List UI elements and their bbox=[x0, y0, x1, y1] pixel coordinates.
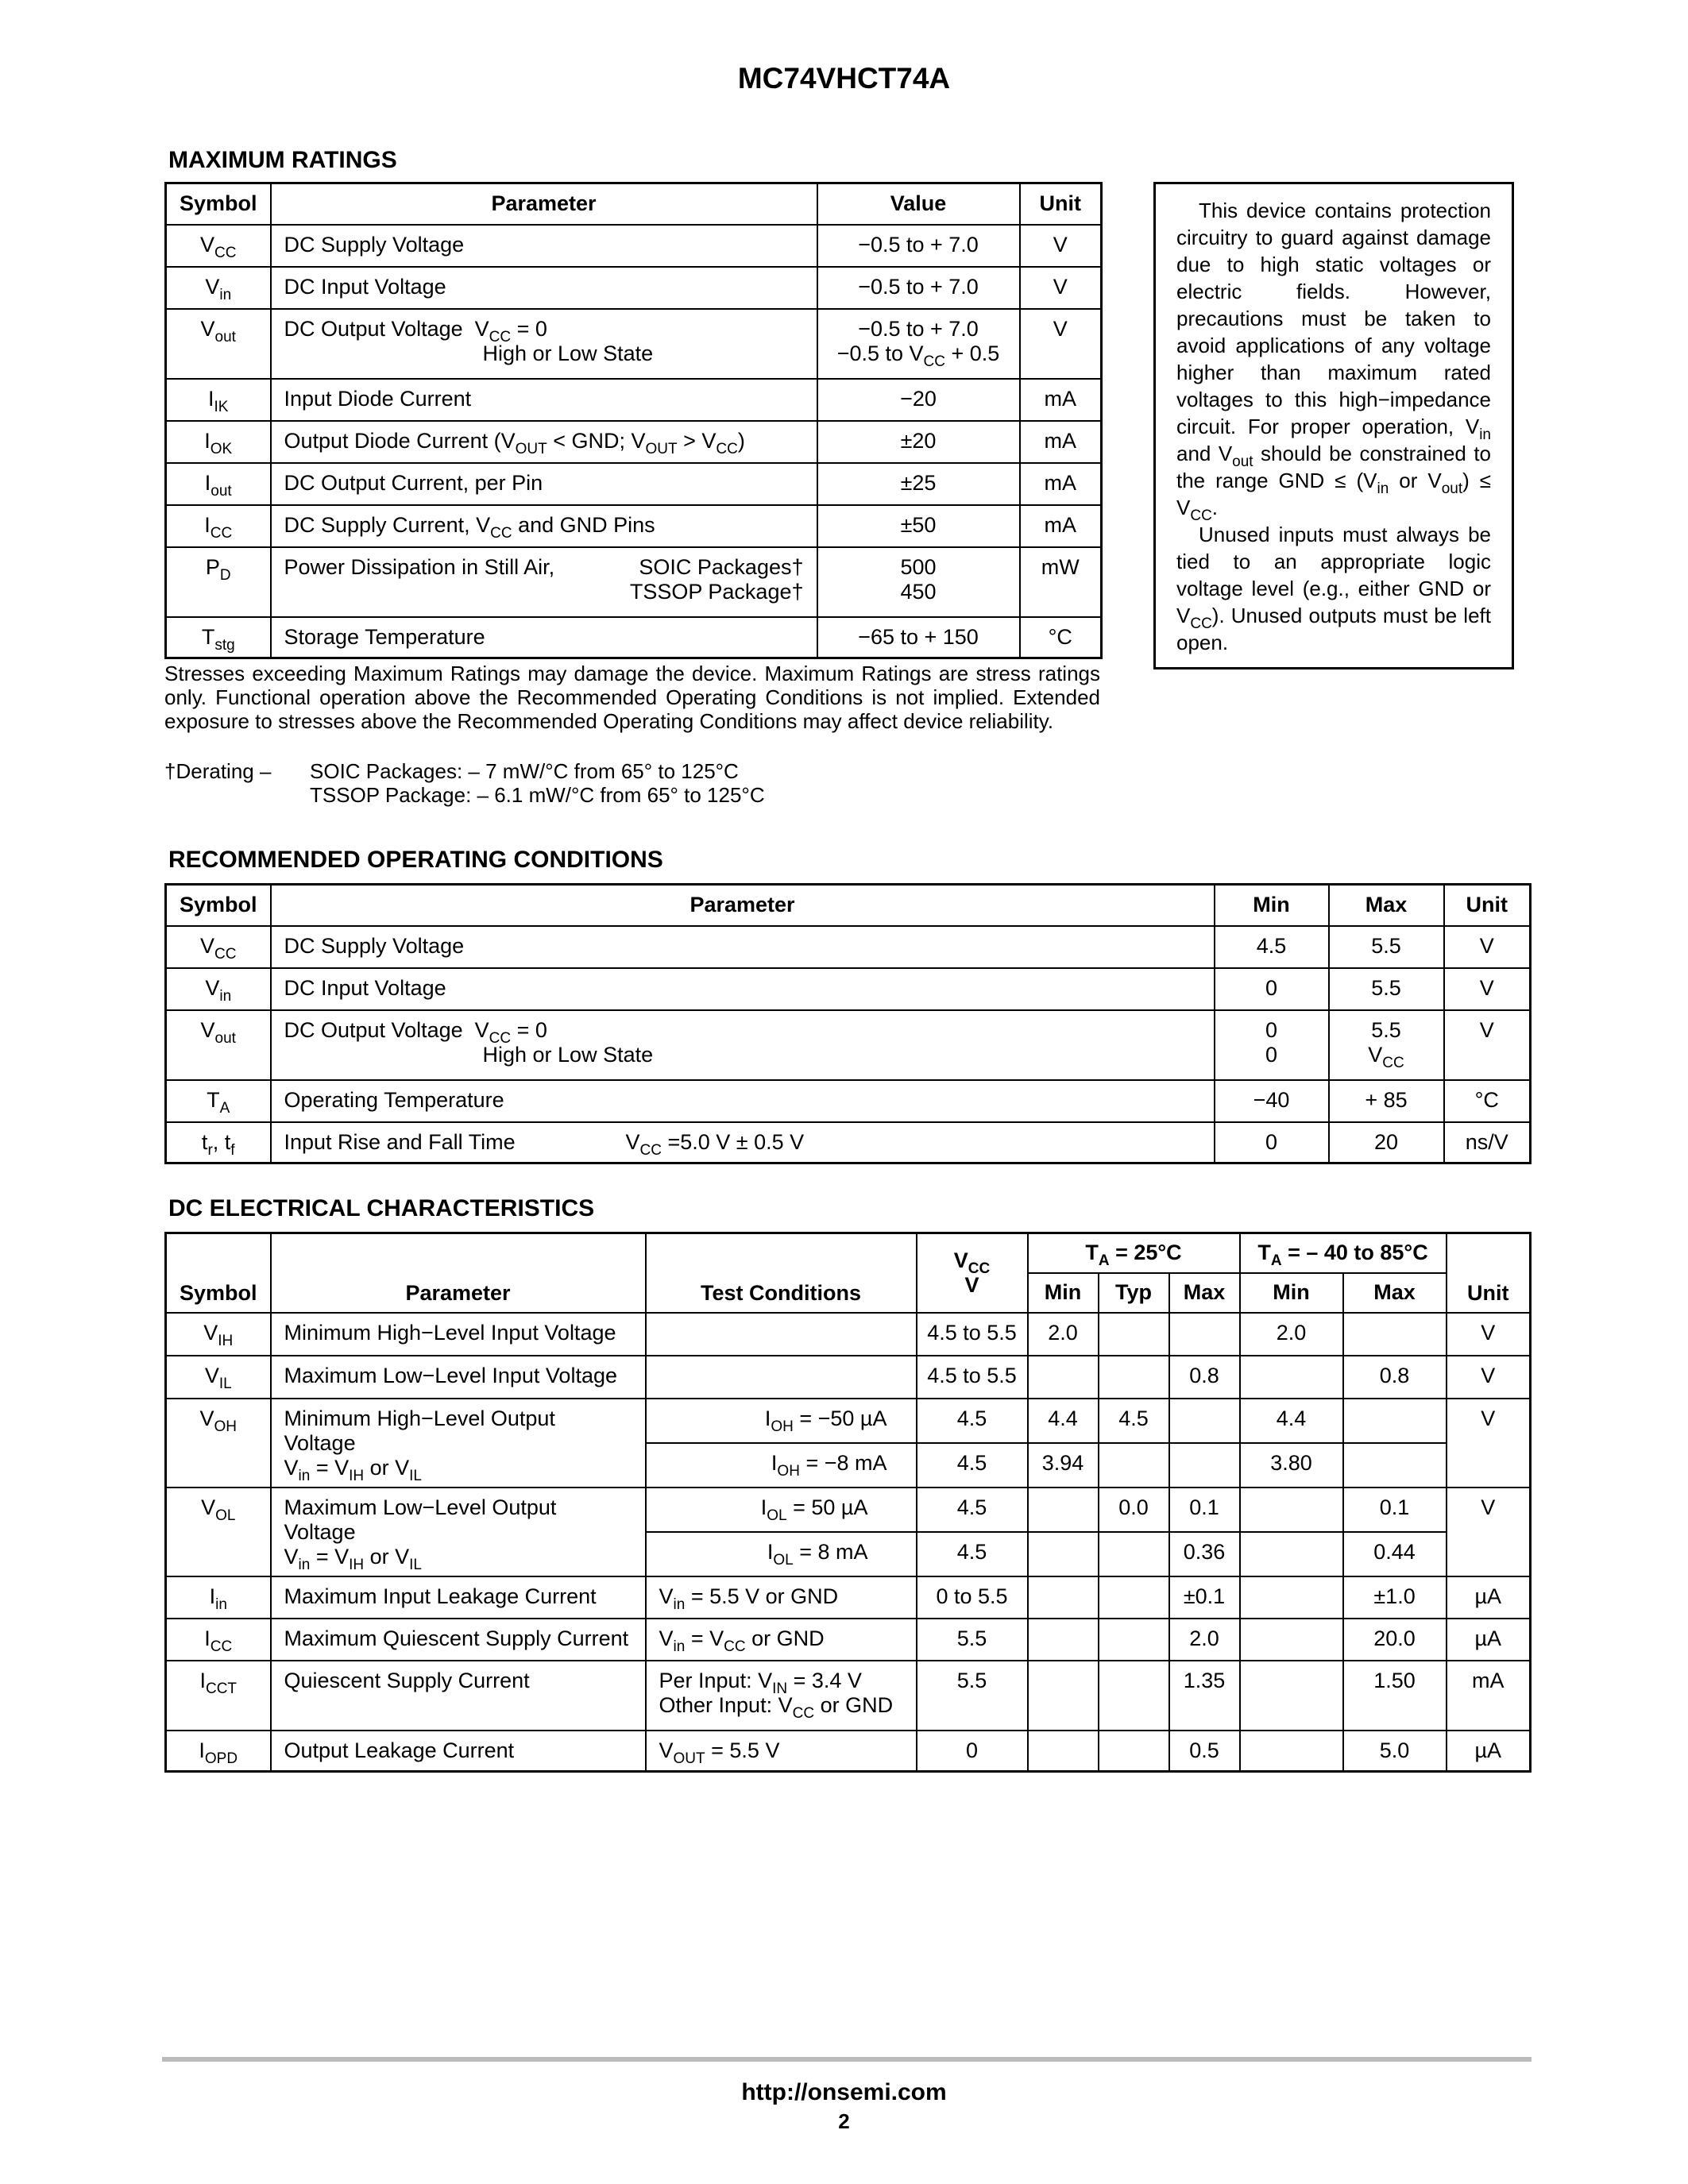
col-header: Symbol bbox=[166, 183, 271, 225]
table-row: $I_{out}$ DC Output Current, per Pin ±25 mA bbox=[166, 463, 1102, 505]
col-header-ta85: $T_A$ = – 40 to 85°C bbox=[1240, 1233, 1447, 1273]
table-row: $I_{CCT}$ Quiescent Supply Current Per Input: $V_{IN} = 3.4$ V Other Input: $V_{CC}$ or GND 5.5 1.35 1.50 mA bbox=[166, 1661, 1531, 1731]
col-header-ta25: $T_A = 25^\circ C$ bbox=[1028, 1233, 1240, 1273]
unused-inputs-paragraph: Unused inputs must always be tied to an appropriate logic voltage level (e.g., either GND or $V_{CC}$). Unused outputs must be left open. bbox=[1176, 523, 1491, 654]
dc-characteristics-table: Symbol Parameter Test Conditions $V_{CC}$ V $T_A = 25^\circ C$ $T_A$ = – 40 to 85°C Unit Min Typ Max Min Max $V_{IH}$ Minimum High−Level Input Voltage 4.5 to 5.5 2.0 2.0 V $V_{IL}$ Maximum Low−Level Input Voltage 4.5 to 5.5 0.8 0.8 V $V_{OH}$ Minimum High−Level Output Voltage $V_{in} = V_{IH}$ or $V_{IL}$ $I_{OH} = -50$ µA 4.5 4.4 4.5 4.4 V $I_{OH} = -8$ mA 4.5 3.94 3.80 $V_{OL}$ Maximum Low−Level Output Voltage $V_{in} = V_{IH}$ or $V_{IL}$ $I_{OL} = 50$ µA 4.5 0.0 0.1 0.1 V $I_{OL} = 8$ mA 4.5 0.36 0.44 $I_{in}$ Maximum Input Leakage Current $V_{in} = 5.5$ V or GND 0 to 5.5 ±0.1 ±1.0 µA $I_{CC}$ Maximum Quiescent Supply Current $V_{in} = V_{CC}$ or GND 5.5 2.0 20.0 µA $I_{CCT}$ Quiescent Supply Current Per Input: $V_{IN} = 3.4$ V Other Input: $V_{CC}$ or GND 5.5 1.35 1.50 mA $I_{OPD}$ Output Leakage Current $V_{OUT} = 5.5$ V 0 0.5 5.0 µA bbox=[164, 1232, 1532, 1773]
parameter-cell: DC Supply Voltage bbox=[271, 225, 817, 267]
dc-heading: DC ELECTRICAL CHARACTERISTICS bbox=[168, 1195, 595, 1221]
table-row: $V_{OH}$ Minimum High−Level Output Voltage $V_{in} = V_{IH}$ or $V_{IL}$ $I_{OH} = -50$ µA 4.5 4.4 4.5 4.4 V bbox=[166, 1399, 1531, 1443]
col-header-vcc: $V_{CC}$ V bbox=[917, 1233, 1028, 1313]
col-header: Value bbox=[817, 183, 1020, 225]
col-header: Unit bbox=[1444, 885, 1531, 926]
rec-op-table bbox=[164, 883, 1532, 1164]
table-row: $I_{IK}$ Input Diode Current −20 mA bbox=[166, 379, 1102, 421]
unit-cell: V bbox=[1020, 225, 1102, 267]
symbol-cell: $V_{CC}$ bbox=[166, 225, 271, 267]
table-row: $V_{in}$ DC Input Voltage −0.5 to + 7.0 V bbox=[166, 267, 1102, 309]
table-row: $T_A$ Operating Temperature −40 + 85 °C bbox=[166, 1080, 1531, 1122]
table-row bbox=[166, 225, 1102, 267]
table-row: $I_{CC}$ Maximum Quiescent Supply Current $V_{in} = V_{CC}$ or GND 5.5 2.0 20.0 µA bbox=[166, 1619, 1531, 1661]
col-header: Parameter bbox=[271, 885, 1215, 926]
table-row: $I_{CC}$ DC Supply Current, $V_{CC}$ and GND Pins ±50 mA bbox=[166, 505, 1102, 547]
col-header: Parameter bbox=[271, 183, 817, 225]
derating-label: †Derating – bbox=[164, 759, 272, 783]
table-row: $I_{OPD}$ Output Leakage Current $V_{OUT} = 5.5$ V 0 0.5 5.0 µA bbox=[166, 1731, 1531, 1772]
table-row: $I_{OH} = -8$ mA 4.5 3.94 3.80 bbox=[166, 1443, 1531, 1488]
table-row: $I_{in}$ Maximum Input Leakage Current $V_{in} = 5.5$ V or GND 0 to 5.5 ±0.1 ±1.0 µA bbox=[166, 1576, 1531, 1619]
table-row: $V_{IH}$ Minimum High−Level Input Voltage 4.5 to 5.5 2.0 2.0 V bbox=[166, 1313, 1531, 1356]
footer-url-link[interactable]: http://onsemi.com bbox=[741, 2079, 947, 2105]
col-header: Max bbox=[1329, 885, 1444, 926]
derating-tssop: TSSOP Package: – 6.1 mW/°C from 65° to 125°C bbox=[310, 783, 765, 807]
footer-divider bbox=[162, 2057, 1532, 2062]
table-row: $V_{out}$ DC Output Voltage $V_{CC} = 0$ High or Low State −0.5 to + 7.0 −0.5 to $V_{CC} + 0.5$ V bbox=[166, 309, 1102, 379]
table-row: $t_r$, $t_f$ Input Rise and Fall Time $V_{CC} =5.0$ V ± 0.5 V 0 20 ns/V bbox=[166, 1122, 1531, 1163]
max-ratings-notes: Stresses exceeding Maximum Ratings may damage the device. Maximum Ratings are stress ratings only. Functional operation above the Recommended Operating Conditions is not implied. Extended exposure to stresses above the Recommended Operating Conditions may affect device reliability. bbox=[164, 662, 1100, 733]
col-header: Test Conditions bbox=[646, 1233, 917, 1313]
table-row: $V_{in}$ DC Input Voltage 0 5.5 V bbox=[166, 968, 1531, 1010]
table-row: $V_{out}$ DC Output Voltage $V_{CC} = 0$ High or Low State 0 0 5.5 $V_{CC}$ V bbox=[166, 1010, 1531, 1080]
table-row: $V_{OL}$ Maximum Low−Level Output Voltage $V_{in} = V_{IH}$ or $V_{IL}$ $I_{OL} = 50$ µA 4.5 0.0 0.1 0.1 V bbox=[166, 1488, 1531, 1532]
table-row: $T_{stg}$ Storage Temperature −65 to + 150 °C bbox=[166, 617, 1102, 658]
col-header: Parameter bbox=[271, 1233, 646, 1313]
col-header: Unit bbox=[1447, 1233, 1531, 1313]
page-number: 2 bbox=[838, 2109, 850, 2133]
max-ratings-table bbox=[164, 182, 1103, 659]
derating-soic: SOIC Packages: – 7 mW/°C from 65° to 125°C bbox=[310, 759, 739, 783]
max-ratings-heading: MAXIMUM RATINGS bbox=[168, 147, 397, 173]
protection-paragraph: This device contains protection circuitry to guard against damage due to high static voltages or electric fields. However, precautions must be taken to avoid applications of any voltage higher than maximum rated voltages to this high−impedance circuit. For proper operation, $V_{in}$ and $V_{out}$ should be constrained to the range GND ≤ ($V_{in}$ or $V_{out}) \le V_{CC}$. bbox=[1176, 199, 1492, 524]
col-header: Min bbox=[1215, 885, 1329, 926]
page-title: MC74VHCT74A bbox=[737, 62, 951, 95]
col-header: Symbol bbox=[166, 1233, 271, 1313]
table-row: $V_{CC}$ DC Supply Voltage 4.5 5.5 V bbox=[166, 926, 1531, 968]
table-row: $I_{OL} = 8$ mA 4.5 0.36 0.44 bbox=[166, 1532, 1531, 1576]
protection-note-box bbox=[1153, 182, 1514, 669]
value-cell: −0.5 to + 7.0 bbox=[817, 225, 1020, 267]
col-header: Symbol bbox=[166, 885, 271, 926]
table-row: $P_D$ Power Dissipation in Still Air, SOIC Packages† TSSOP Package† 500 450 mW bbox=[166, 547, 1102, 617]
col-header: Unit bbox=[1020, 183, 1102, 225]
table-row: $V_{IL}$ Maximum Low−Level Input Voltage 4.5 to 5.5 0.8 0.8 V bbox=[166, 1356, 1531, 1399]
table-row: $I_{OK}$ Output Diode Current ($V_{OUT}$ < GND; $V_{OUT} > V_{CC}$) ±20 mA bbox=[166, 421, 1102, 463]
rec-op-heading: RECOMMENDED OPERATING CONDITIONS bbox=[168, 847, 663, 873]
